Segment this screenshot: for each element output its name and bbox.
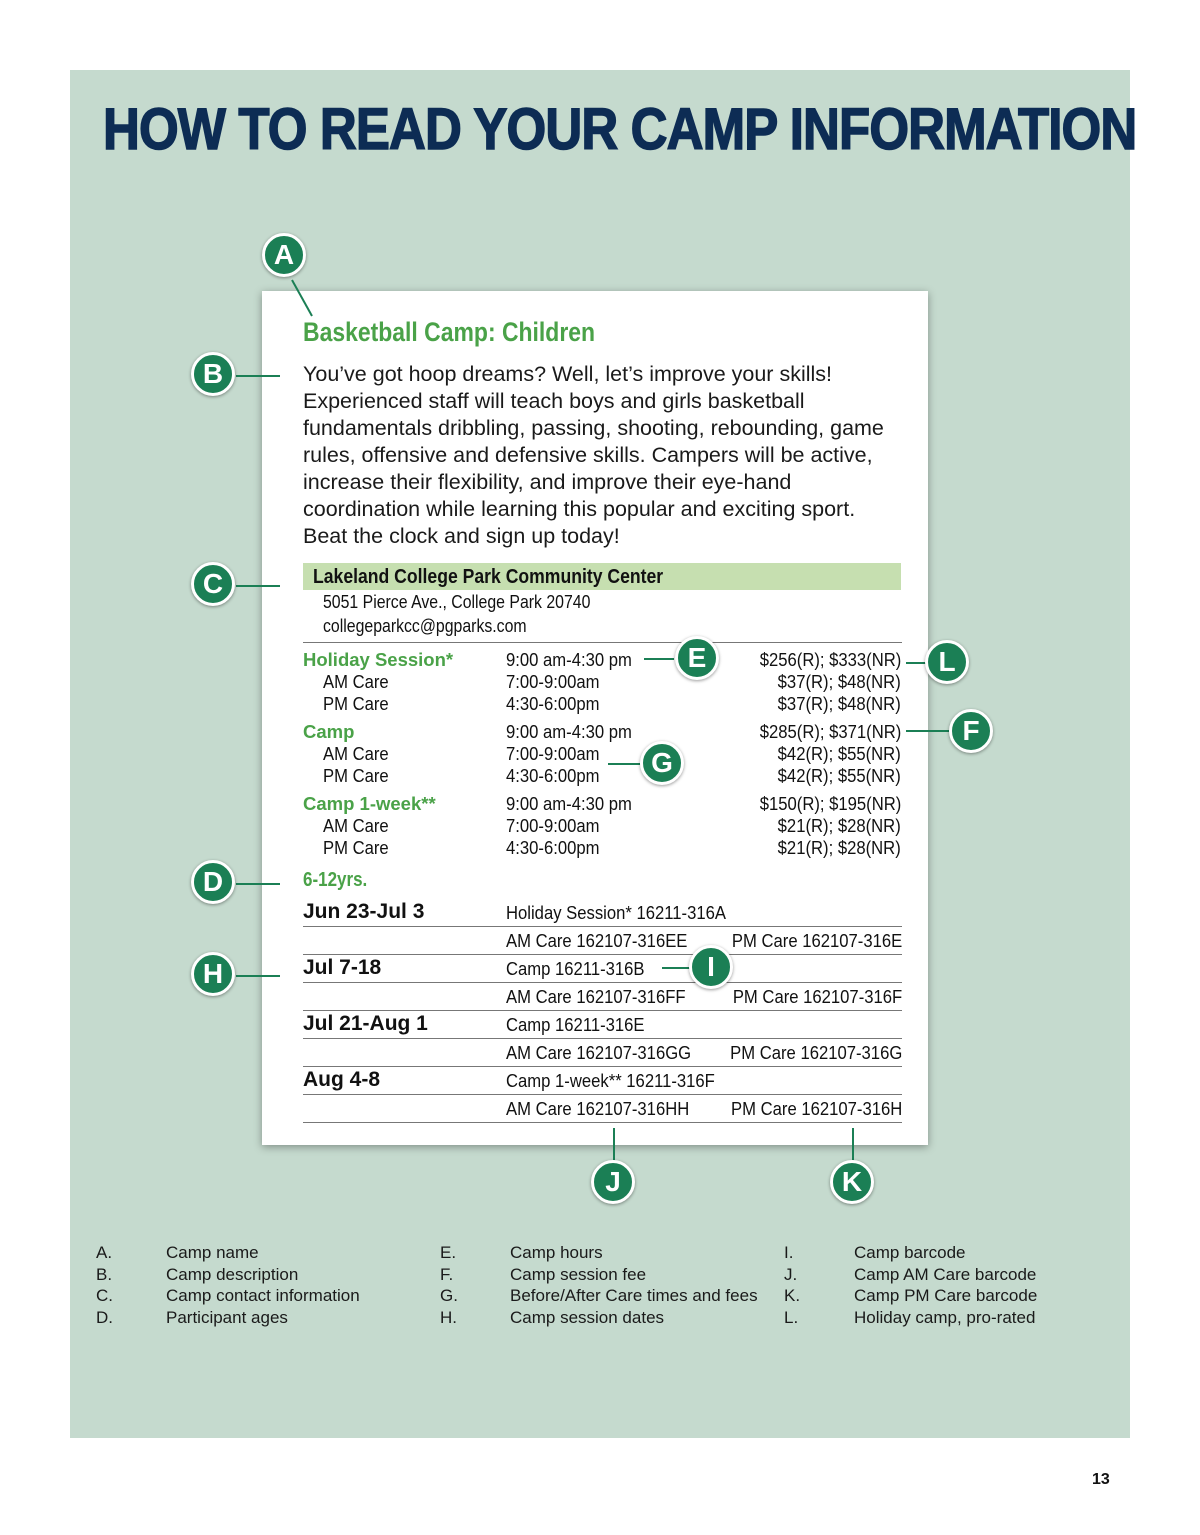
callout-l: L — [925, 640, 969, 684]
leader-line-h — [236, 975, 280, 977]
legend-text: Camp description — [166, 1265, 299, 1284]
legend-letter: J. — [784, 1265, 798, 1284]
am-care-fee: $37(R); $48(NR) — [777, 671, 901, 692]
session-fee: $150(R); $195(NR) — [759, 793, 901, 814]
callout-f: F — [949, 709, 993, 753]
legend-letter: K. — [784, 1286, 801, 1305]
pm-care-barcode: PM Care 162107-316E — [731, 930, 902, 951]
pm-care-time: 4:30-6:00pm — [506, 765, 600, 786]
legend-text: Camp session dates — [510, 1308, 665, 1327]
legend-text: Camp hours — [510, 1243, 603, 1262]
session-dates: Jul 21-Aug 1 — [303, 1012, 428, 1035]
camp-barcode: Camp 1-week** 16211-316F — [506, 1070, 715, 1091]
legend-text: Holiday camp, pro-rated — [854, 1308, 1036, 1327]
am-care-label: AM Care — [323, 815, 389, 836]
pm-care-label: PM Care — [323, 693, 389, 714]
am-care-barcode: AM Care 162107-316GG — [506, 1042, 692, 1063]
callout-d: D — [191, 860, 235, 904]
callout-k: K — [830, 1160, 874, 1204]
legend-letter: F. — [440, 1265, 454, 1284]
legend-text: Participant ages — [166, 1308, 288, 1327]
legend-text: Camp AM Care barcode — [854, 1265, 1037, 1284]
legend-letter: E. — [440, 1243, 457, 1262]
pm-care-label: PM Care — [323, 837, 389, 858]
session-time: 9:00 am-4:30 pm — [506, 649, 632, 670]
leader-line-f — [906, 730, 950, 732]
camp-name: Basketball Camp: Children — [303, 317, 596, 347]
legend-letter: G. — [440, 1286, 458, 1305]
callout-e: E — [675, 636, 719, 680]
page-title: HOW TO READ YOUR CAMP INFORMATION — [103, 97, 1137, 162]
am-care-time: 7:00-9:00am — [506, 815, 600, 836]
session-time: 9:00 am-4:30 pm — [506, 721, 632, 742]
am-care-time: 7:00-9:00am — [506, 743, 600, 764]
legend-letter: C. — [96, 1286, 113, 1305]
legend-text: Camp name — [166, 1243, 259, 1262]
session-time: 9:00 am-4:30 pm — [506, 793, 632, 814]
leader-line-g — [608, 763, 640, 765]
session-dates: Aug 4-8 — [303, 1068, 381, 1091]
pm-care-time: 4:30-6:00pm — [506, 693, 600, 714]
callout-b: B — [191, 352, 235, 396]
legend-letter: B. — [96, 1265, 113, 1284]
am-care-time: 7:00-9:00am — [506, 671, 600, 692]
session-dates: Jul 7-18 — [303, 956, 382, 979]
callout-i: I — [689, 945, 733, 989]
am-care-fee: $21(R); $28(NR) — [777, 815, 901, 836]
legend-text: Camp PM Care barcode — [854, 1286, 1038, 1305]
legend-letter: L. — [784, 1308, 799, 1327]
pm-care-fee: $21(R); $28(NR) — [777, 837, 901, 858]
legend-text: Before/After Care times and fees — [510, 1286, 758, 1305]
camp-barcode: Camp 16211-316E — [506, 1014, 645, 1035]
page-number: 13 — [1092, 1471, 1110, 1488]
session-dates: Jun 23-Jul 3 — [303, 900, 425, 923]
session-fee: $285(R); $371(NR) — [759, 721, 901, 742]
camp-barcode: Camp 16211-316B — [506, 958, 645, 979]
legend-letter: H. — [440, 1308, 457, 1327]
camp-barcode: Holiday Session* 16211-316A — [506, 902, 726, 923]
pm-care-fee: $42(R); $55(NR) — [777, 765, 901, 786]
leader-line-k — [852, 1128, 854, 1160]
session-label: Holiday Session* — [303, 649, 454, 670]
callout-h: H — [191, 952, 235, 996]
pm-care-barcode: PM Care 162107-316F — [732, 986, 902, 1007]
am-care-barcode: AM Care 162107-316EE — [506, 930, 688, 951]
pm-care-barcode: PM Care 162107-316G — [729, 1042, 902, 1063]
leader-line-j — [613, 1128, 615, 1160]
session-label: Camp 1-week** — [303, 793, 436, 814]
pm-care-label: PM Care — [323, 765, 389, 786]
am-care-label: AM Care — [323, 671, 389, 692]
center-name: Lakeland College Park Community Center — [313, 566, 664, 588]
pm-care-fee: $37(R); $48(NR) — [777, 693, 901, 714]
callout-a: A — [262, 233, 306, 277]
leader-line-c — [236, 585, 280, 587]
am-care-label: AM Care — [323, 743, 389, 764]
leader-line-d — [236, 883, 280, 885]
participant-ages: 6-12yrs. — [303, 869, 368, 891]
center-email[interactable]: collegeparkcc@pgparks.com — [323, 616, 527, 636]
legend-text: Camp barcode — [854, 1243, 966, 1262]
legend-text: Camp session fee — [510, 1265, 647, 1284]
session-label: Camp — [303, 721, 355, 742]
am-care-fee: $42(R); $55(NR) — [777, 743, 901, 764]
center-address: 5051 Pierce Ave., College Park 20740 — [323, 592, 591, 612]
legend-letter: D. — [96, 1308, 113, 1327]
callout-c: C — [191, 562, 235, 606]
callout-g: G — [640, 741, 684, 785]
legend-letter: A. — [96, 1243, 113, 1262]
am-care-barcode: AM Care 162107-316FF — [506, 986, 686, 1007]
pm-care-barcode: PM Care 162107-316H — [730, 1098, 902, 1119]
callout-j: J — [591, 1160, 635, 1204]
leader-line-b — [236, 375, 280, 377]
am-care-barcode: AM Care 162107-316HH — [506, 1098, 690, 1119]
leader-line-e — [644, 658, 674, 660]
session-fee: $256(R); $333(NR) — [759, 649, 901, 670]
leader-line-a — [292, 280, 312, 316]
leader-line-i — [662, 967, 690, 969]
pm-care-time: 4:30-6:00pm — [506, 837, 600, 858]
camp-description: You’ve got hoop dreams? Well, let’s improve your skills! Experienced staff will teach boys and girls basketball fundamentals dribbling, passing, shooting, rebounding, game rules, offensive and defensive skills. Campers will be active, increase their flexibility, and improve their eye-hand coordination while learning this popular and exciting sport. Beat the clock and sign up today! — [303, 362, 884, 548]
legend-letter: I. — [784, 1243, 794, 1262]
legend-text: Camp contact information — [166, 1286, 360, 1305]
